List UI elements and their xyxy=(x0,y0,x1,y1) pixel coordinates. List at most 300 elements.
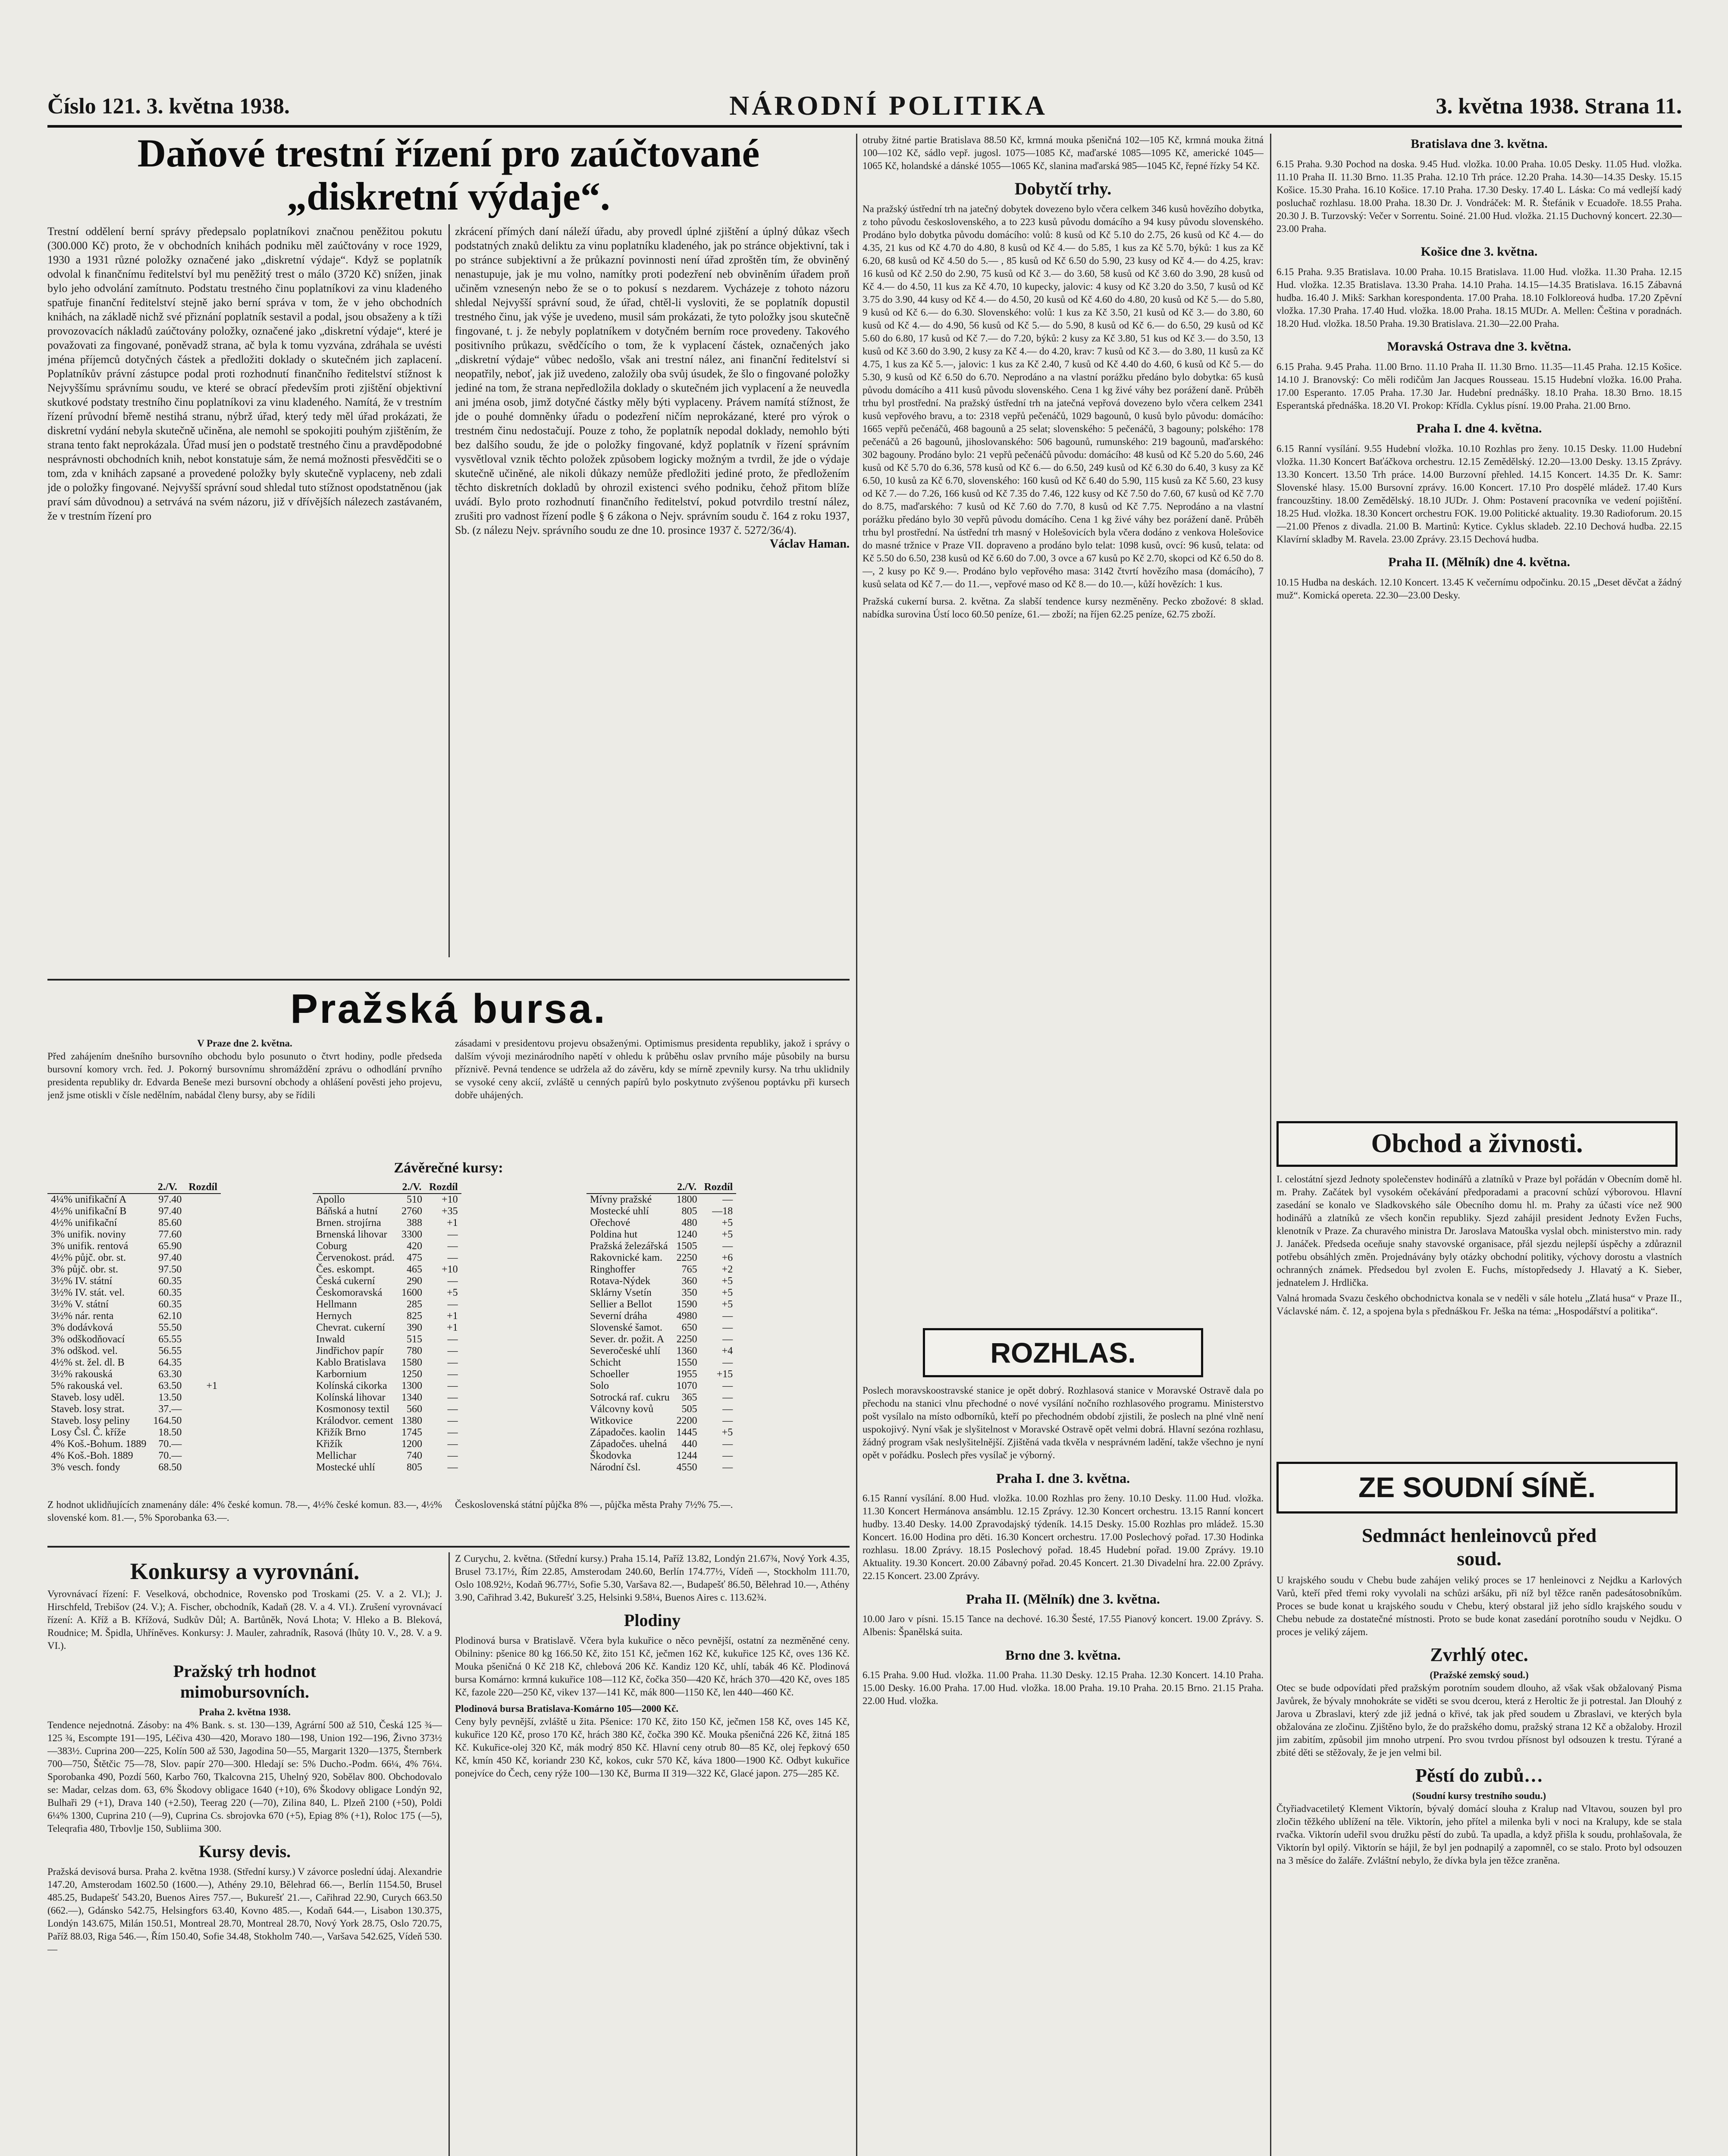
quote-diff: +15 xyxy=(716,1369,733,1380)
quote-name: Hernych xyxy=(316,1310,352,1322)
quote-row xyxy=(586,1241,736,1252)
quote-value: 68.50 xyxy=(158,1462,182,1473)
quote-name: Křižík Brno xyxy=(316,1427,366,1438)
quote-name: Česká cukerní xyxy=(316,1275,375,1287)
quote-name: Západočes. kaolin xyxy=(590,1427,665,1438)
quote-row xyxy=(47,1217,221,1229)
quote-name: 5% rakouská vel. xyxy=(51,1380,122,1391)
quote-diff: — xyxy=(447,1334,458,1345)
quote-value: 60.35 xyxy=(158,1287,182,1298)
quote-value: 4980 xyxy=(676,1310,697,1322)
quote-name: Coburg xyxy=(316,1241,347,1252)
otruby-text: otruby žitné partie Bratislava 88.50 Kč, krmná mouka pšeničná 102—105 Kč, krmná mouka žitná 100—102 Kč, sádlo vepř. jugosl. 1075—1085 Kč, maďarské 1085—1095 Kč, americké 1045—1065 Kč, holandské a dánské 1055—1065 Kč, slanina maďarská 985—1045 Kč, řepné řízky 54 Kč. xyxy=(862,135,1264,171)
quote-row xyxy=(47,1334,221,1345)
quote-row xyxy=(586,1206,736,1217)
quote-value: 1380 xyxy=(401,1415,422,1426)
rozhlas-prague-heading: Praha I. dne 3. května. xyxy=(996,1470,1130,1486)
col-header-diff: Rozdíl xyxy=(701,1181,737,1194)
quote-row xyxy=(47,1287,221,1299)
quote-row xyxy=(47,1194,221,1206)
kosice-heading: Košice dne 3. května. xyxy=(1421,244,1538,259)
quote-row xyxy=(313,1380,461,1392)
quote-name: Losy Čsl. Č. kříže xyxy=(51,1427,126,1438)
soud-sub2-title: Zvrhlý otec. xyxy=(1430,1644,1528,1665)
quote-value: 1800 xyxy=(676,1194,697,1205)
quote-name: Ringhoffer xyxy=(590,1264,635,1275)
tax-article-col2: zkrácení přímých daní náleží úřadu, aby provedl úplné zjištění a úplný důkaz všech podstatných znaků deliktu za vinu poplatníku kladeného, jak po stránce objektivní, tak i po stránce subjektivní a že průkazní povinnosti není úřad zproštěn tím, že obviněný nenastupuje, jak je mu volno, namítky proti podezření neb obviněním úřadem proň učiněm vznesenýn nebo že se o to pokusí s nezdarem. Vycházeje z tohoto názoru shledal Nejvyšší správní soud, že úřad, chtěl-li vysloviti, že se poplatník dopustil trestného činu, jak výše je uvedeno, musil sám prokázati, že tyto položky jsou skutečně fingované, t. j. že nebyly poplatníkem v dotyčném berním roce provedeny. Takového positivního průkazu, svědčícího o tom, že k vyplacení částek, označených jako „diskretní výdaje“ vůbec nedošlo, však ani trestní nález, ani finanční ředitelství si neopatřily, neboť, jak již uvedeno, založily oba svůj úsudek, že šlo o fingované položky jediné na tom, že strana nepředložila doklady o skutečném jich vyplacení a že neuvedla ani jména osob, jimž dotyčné částky měly býti vyplaceny. Právem namítá stížnost, že jde o pouhé domněnky úřadu o podezření ničím neprokázané, které pro výrok o trestném činu nedostačují. Pouze z toho, že poplatník nepodal doklady, nemohlo býti bez dalšího soudu, že jde o položky fingované, když poplatník v řízení správním vysvětloval vznik těchto položek způsobem logicky možným a tvrdil, že jde o výdaje skutečně učiněné, ale nikoli důkazy nemůže předložiti jediné proto, že předložením těchto diskretních dokladů by ohrozil existenci svého podniku, čehož přitom blíže uvádí. Bylo proto rozhodnutí finančního ředitelství, pokud potvrdilo trestní nález, zrušiti pro vadnost řízení podle § 6 zákona o Nejv. správním soudu č. 164 z roku 1937, Sb. (z nálezu Nejv. správního soudu ze dne 10. prosince 1937 č. 5272/36/4). xyxy=(455,225,850,536)
quote-row xyxy=(313,1217,461,1229)
quote-value: 1360 xyxy=(676,1345,697,1357)
bursa-note-left: Z hodnot uklidňujících znamenány dále: 4% české komun. 78.—, 4½% české komun. 83.—, 4½% slovenské kom. 81.—, 5% Sporobanka 63.—. xyxy=(47,1499,442,1523)
soud-sub2-text: Otec se bude odpovídati před pražským porotním soudem dlouho, až však však obžalovaný Pisma Javůrek, že bývaly mnohokráte se viděti se svou dcerou, která z Heroltic že ji potrestal. Jan Dlouhý z Jarova u Zbraslavi, který zde již jedná o křivé, tak jak před soudem u Zbraslavi, ve kterých byla obžalována ze zločinu. Zjištěno bylo, že do pražského domu, pražský strana 12 Kč a obžaloby. Hrozil jim zabitím, způsobil jim mnoho utrpení. Pro svou tvrdou přísnost byl odsouzen k trestu. Týrané a zbité děti se stěžovaly, že je jen velmi bil. xyxy=(1276,1683,1682,1758)
quote-diff: — xyxy=(447,1427,458,1438)
quote-name: Schicht xyxy=(590,1357,621,1368)
quote-row xyxy=(313,1427,461,1438)
soud-sub2-dateline: (Pražské zemský soud.) xyxy=(1430,1670,1529,1680)
quote-diff: — xyxy=(722,1392,733,1403)
quote-row xyxy=(586,1369,736,1380)
rozhlas-prague-text: 6.15 Ranní vysílání. 8.00 Hud. vložka. 10.00 Rozhlas pro ženy. 10.10 Desky. 11.00 Hud. vložka. 11.30 Koncert Hermánova ansámblu. 12.15 Zprávy. 12.30 Koncert orchestru. 13.15 Ranní koncert hudby. 13.40 Desky. 14.00 Zpravodajský týdeník. 14.15 Desky. 15.00 Rozhlas pro mládež. 15.30 Koncert. 16.00 Hodina pro děti. 16.30 Koncert orchestru. 17.00 Poslechový pořad. 17.30 Hodinka rozhlasu. 18.00 Zprávy. 18.15 Poslechový pořad. 18.45 Hudební pořad. 19.00 Zprávy. 19.10 Aktuality. 19.30 Koncert. 20.00 Zábavný pořad. 20.45 Koncert. 21.30 Divadelní hra. 22.00 Zprávy. 22.15 Koncert. 23.00 Zprávy. xyxy=(862,1493,1264,1581)
quote-row xyxy=(313,1438,461,1450)
soud-sub3-title: Pěstí do zubů… xyxy=(1415,1765,1543,1786)
rozhlas-melnik-heading: Praha II. (Mělník) dne 3. května. xyxy=(966,1591,1160,1607)
quote-name: Karbornium xyxy=(316,1369,367,1380)
quote-diff: — xyxy=(722,1438,733,1450)
quote-value: 70.— xyxy=(158,1438,182,1450)
quote-row xyxy=(47,1310,221,1322)
curych-column xyxy=(455,1552,850,2156)
col-header-date: 2./V. xyxy=(398,1181,426,1194)
quote-value: 1070 xyxy=(676,1380,697,1391)
quote-name: Ořechové xyxy=(590,1217,630,1228)
quote-name: Báňská a hutní xyxy=(316,1206,378,1217)
quote-diff: — xyxy=(722,1380,733,1391)
mimobursovni-text: Tendence nejednotná. Zásoby: na 4% Bank. s. st. 130—139, Agrární 500 až 510, Česká 125 ¾—125 ¾, Escompte 191—195, Léčiva 430—420, Moravo 180—198, Union 192—196, Živno 373½—383½. Cuprina 200—225, Kolín 500 až 530, Jagodina 50—55, Margarit 1320—1375, Šternberk 700—750, Štětčic 75—78, Slov. papír 270—300. Hledají se: 5% Ducho.-Podm. 66¼, 4% 76¼. Sporobanka 490, Pozdí 560, Karbo 760, Tkalcovna 215, Uhelný 920, Sobělav 800. Obchodovalo se: Madar, celzas dom. 63, 6% Škodovy obligace 1640 (+10), 6% Škodovy obligace Londýn 92, Bulhaři 29 (+1), Drava 140 (+2.50), Teerag 220 (—70), Zilina 840, L. Plzeň 2100 (+50), Poldi 6¼% 1300, Cuprina 210 (—9), Cuprina Cs. sbrojovka 670 (+5), Epiag 8% (+1), Roloc 175 (—5), Teleqrafia 480, Trbovlje 150, Subliima 300. xyxy=(47,1720,442,1834)
soud-sub1-text: U krajského soudu v Chebu bude zahájen veliký proces se 17 henleinovci z Nejdku a Karlových Varů, kteří před třemi roky vyvolali na schůzi aršáku, při níž byl těžce raněn padesátosobníkům. Proces se bude konat u krajského soudu v Chebu, který obstaral již jeho sídlo krajského soudu v Chebu nebude za dostatečné místnosti. Proto se bude konat zasedání porotního soudu v Nejdku. O proces je veliký zájem. xyxy=(1276,1575,1682,1637)
tax-article-byline: Václav Haman. xyxy=(769,537,850,551)
quote-row xyxy=(313,1194,461,1206)
quote-diff: — xyxy=(447,1252,458,1263)
quote-row xyxy=(586,1194,736,1206)
col-header-date: 2./V. xyxy=(150,1181,185,1194)
quote-row xyxy=(586,1287,736,1299)
quote-diff: +4 xyxy=(721,1345,733,1357)
quote-value: 97.40 xyxy=(158,1194,182,1205)
quote-name: Poldina hut xyxy=(590,1229,638,1240)
quote-diff: — xyxy=(447,1241,458,1252)
quote-name: 4¼% unifikační A xyxy=(51,1194,127,1205)
quote-row xyxy=(47,1369,221,1380)
quote-value: 97.40 xyxy=(158,1206,182,1217)
quote-diff: — xyxy=(722,1322,733,1333)
quote-name: Škodovka xyxy=(590,1450,631,1461)
page-header xyxy=(47,86,1682,128)
quote-name: Kablo Bratislava xyxy=(316,1357,386,1368)
quote-value: 2200 xyxy=(676,1415,697,1426)
quote-value: 65.55 xyxy=(158,1334,182,1345)
quote-value: 164.50 xyxy=(153,1415,182,1426)
prague4-text: 6.15 Ranní vysílání. 9.55 Hudební vložka. 10.10 Rozhlas pro ženy. 10.15 Desky. 11.00 Hudební vložka. 11.30 Koncert Baťáčkova orchestru. 12.15 Zemědělský. 12.20—13.00 Desky. 13.15 Zprávy. 13.30 Koncert. 13.50 Trh práce. 14.00 Burzovní přehled. 14.15 Koncert. 14.35 Dr. K. Samr: Slovenské hlasy. 15.00 Bursovní zprávy. 16.00 Koncert. 17.10 Pro dospělé mládež. 17.40 Kurs francouzštiny. 18.00 Zemědělský. 18.10 JUDr. J. Ohm: Postavení pracovníka ve vedení pojištění. 18.25 Hud. vložka. 18.30 Koncert orchestru FOK. 19.00 Politické aktuality. 19.30 Radioforum. 20.15—21.00 Přenos z divadla. 21.00 B. Martinů: Kytice. Cyklus skladeb. 22.10 Dechová hudba. 22.15 Klavírní skladby M. Ravela. 23.00 Zprávy. 23.15 Dechová hudba. xyxy=(1276,443,1682,545)
quote-name: Staveb. losy uděl. xyxy=(51,1392,125,1403)
quote-row xyxy=(47,1229,221,1241)
quote-value: 13.50 xyxy=(158,1392,182,1403)
quote-name: Kolínská cikorka xyxy=(316,1380,387,1391)
quote-value: 3300 xyxy=(401,1229,422,1240)
stocks2-table xyxy=(586,1181,736,1473)
quote-diff xyxy=(185,1241,221,1252)
dobytek-title: Dobytčí trhy. xyxy=(1014,179,1112,198)
quote-name: Brnenská lihovar xyxy=(316,1229,387,1240)
quote-name: Mellichar xyxy=(316,1450,357,1461)
quote-name: Severní dráha xyxy=(590,1310,647,1322)
quote-value: 60.35 xyxy=(158,1275,182,1287)
quote-diff: +5 xyxy=(721,1299,733,1310)
quote-row xyxy=(313,1334,461,1345)
bonds-table xyxy=(47,1181,221,1473)
bratislava-heading: Bratislava dne 3. května. xyxy=(1411,137,1548,151)
quote-value: 420 xyxy=(406,1241,422,1252)
mimobursovni-title-line1: Pražský trh hodnot xyxy=(173,1661,317,1681)
quote-row xyxy=(47,1427,221,1438)
quote-row xyxy=(586,1217,736,1229)
stocks1-table xyxy=(313,1181,461,1473)
quote-diff xyxy=(185,1229,221,1241)
quote-name: Staveb. losy peliny xyxy=(51,1415,130,1426)
col-header-date: 2./V. xyxy=(673,1181,701,1194)
quote-name: 3½% IV. státní xyxy=(51,1275,113,1287)
quote-diff xyxy=(185,1438,221,1450)
quote-row xyxy=(586,1438,736,1450)
soud-sub1-line2: soud. xyxy=(1457,1548,1502,1570)
obchod-title: Obchod a živnosti. xyxy=(1276,1121,1678,1167)
quote-diff: — xyxy=(447,1229,458,1240)
quote-row xyxy=(47,1462,221,1473)
quote-diff: +10 xyxy=(442,1194,458,1205)
quote-row xyxy=(47,1357,221,1369)
quote-name: Sotrocká raf. cukru xyxy=(590,1392,670,1403)
quote-name: Červenokost. prád. xyxy=(316,1252,395,1263)
quote-diff: — xyxy=(722,1334,733,1345)
quote-row xyxy=(47,1275,221,1287)
quote-name: Mostecké uhlí xyxy=(316,1462,375,1473)
quote-row xyxy=(47,1299,221,1310)
quote-name: Křižík xyxy=(316,1438,343,1450)
section-rule xyxy=(47,979,850,981)
quote-diff: — xyxy=(447,1392,458,1403)
quote-name: Sellier a Bellot xyxy=(590,1299,652,1310)
page-date: 3. května 1938. Strana 11. xyxy=(1436,94,1682,119)
bursa-text-right: zásadami v presidentovu projevu obsaženými. Optimismus presidenta republiky, jakož i správy o dalším vývoji mezinárodního napětí v ohledu k průběhu oslav prvního máje působily na bursu příznivě. Pevná tendence se udržela až do závěru, kdy se mírně zpevnily kursy. Na trhu uklidnily se vysoké ceny akcií, zvláště u cenných papírů bylo poskytnuto zvýšenou poptávku při kursech dobře uhájených. xyxy=(455,1038,850,1100)
quote-row xyxy=(586,1392,736,1404)
quote-diff xyxy=(185,1345,221,1357)
quote-row xyxy=(313,1206,461,1217)
rozhlas-intro: Poslech moravskoostravské stanice je opět dobrý. Rozhlasová stanice v Moravské Ostravě dala po přechodu na stanici vlnu přechodné o nové vysílání nočního rozhlasového programu. Ministerstvo pošt vysílalo na místo odborníků, kteří po přechodném období zjistili, že poslech na plné vlně není uspokojivý. Nyní však je slyšitelnost v Moravské Ostravě opět velmi dobrá. Hlavní sezóna rozhlasu, žádný program však neslyšitelnější. Zjištěná vada tkvěla v nesprávném ladění, takže všechno je nyní opět v pořádku. Poslech přes vysílač je výborný. xyxy=(862,1385,1264,1460)
quote-diff: +2 xyxy=(721,1264,733,1275)
quote-diff: — xyxy=(722,1241,733,1252)
mimobursovni-dateline: Praha 2. května 1938. xyxy=(199,1707,291,1717)
quote-value: 560 xyxy=(406,1404,422,1415)
quote-value: 1745 xyxy=(401,1427,422,1438)
quote-diff: +6 xyxy=(721,1252,733,1263)
quote-diff: — xyxy=(722,1415,733,1426)
devisy-heading: Kursy devis. xyxy=(198,1842,291,1861)
quote-row xyxy=(313,1357,461,1369)
quote-name: Solo xyxy=(590,1380,609,1391)
quote-name: Schoeller xyxy=(590,1369,629,1380)
quote-value: 63.50 xyxy=(158,1380,182,1391)
quote-row xyxy=(47,1206,221,1217)
quote-diff xyxy=(185,1217,221,1229)
quote-diff: — xyxy=(447,1357,458,1368)
radio-right-column xyxy=(1276,134,1682,1117)
tax-article-col1: Trestní oddělení berní správy předepsalo poplatníkovi značnou peněžitou pokutu (300.000 Kč) proto, že v obchodních knihách podniku měl zaúčtovány v roce 1929, 1930 a 1931 různé položky označené jako „diskretní výdaje“. Když se poplatník odvolal k finančnímu ředitelství byl mu peněžitý trest o málo (3720 Kč) snížen, jinak bylo jeho odvolání zamítnuto. Podstatu trestného činu poplatníkovi za vinu kladeného spatřuje finanční ředitelství stejně jako berní správa v tom, že v jeho obchodních knihách, na základě nichž své přiznání poplatník sestavil a podal, jsou obsaženy a k tíži provozovacích nákladů zaúčtovány položky, označené jako „diskretní výdaje“, které je považovati za fingované, poněvadž strana, ač byla k tomu vyzvána, zdráhala se uvésti jména příjemců dotyčných částek a předložiti doklady o skutečném jich zaplacení. Poplatníkův právní zástupce podal proti rozhodnutí finančního ředitelství stížnost k Nejvyššímu správnímu soudu, ve které se obrací především proti zjištění objektivní skutkové podstaty trestního činu poplatníkovi za vinu kladeného. Namítá, že v trestním řízení průvodní břemě nestihá stranu, nýbrž úřad, který tedy měl úřad prokázati, že diskretní vydání nebyla skutečně učiněna, ale nemohl se spokojiti pouhým zjištěním, že strana tento fakt neprokázala. Úřad musí jen o podstatě trestného činu a pravděpodobné nesprávnosti obchodních knih, nebot konstatuje sám, že nemá možnosti přesvědčiti se o tom, zda v knihách zapsané a provedené položky byly skutečně vyplaceny, neb zdali jde o položky fingované. Nejvyšší správní soud shledal tuto stížnost opodstatněnou (jak praví sám důvodnou) a setrvává na svém názoru, již v dřívějších nálezech zastávaném, že v trestním řízení pro xyxy=(47,225,442,522)
quote-name: Severočeské uhlí xyxy=(590,1345,661,1357)
quote-value: 350 xyxy=(681,1287,697,1298)
kosice-text: 6.15 Praha. 9.35 Bratislava. 10.00 Praha. 10.15 Bratislava. 11.00 Hud. vložka. 11.30 Praha. 12.15 Hud. vložka. 12.35 Bratislava. 13.30 Praha. 14.10 Praha. 14.15—14.35 Bratislava. 16.15 Zábavná hudba. 16.40 J. Mikš: Sarkhan korespondenta. 17.00 Praha. 18.10 Folkloreová hudba. 17.20 Zpěvní vložka. 17.30 Praha. 17.40 Hud. vložka. 18.00 Praha. 18.15 MUDr. A. Mellen: Čeština v poradnách. 18.20 Hud. vložka. 18.50 Praha. 19.30 Bratislava. 21.30—22.00 Praha. xyxy=(1276,266,1682,329)
quote-diff: +5 xyxy=(721,1427,733,1438)
quote-value: 465 xyxy=(406,1264,422,1275)
quote-name: 4½% unifikační xyxy=(51,1217,117,1228)
quote-diff xyxy=(185,1206,221,1217)
quote-value: 1955 xyxy=(676,1369,697,1380)
quote-row xyxy=(313,1310,461,1322)
quote-value: 1200 xyxy=(401,1438,422,1450)
prague4-heading: Praha I. dne 4. května. xyxy=(1416,421,1542,436)
quote-row xyxy=(586,1275,736,1287)
mimobursovni-title xyxy=(47,1661,442,1702)
quote-name: 3½% IV. stát. vel. xyxy=(51,1287,125,1298)
quote-diff: — xyxy=(447,1380,458,1391)
quote-name: 3% odškod. vel. xyxy=(51,1345,118,1357)
quote-diff: — xyxy=(447,1369,458,1380)
quote-value: 1580 xyxy=(401,1357,422,1368)
issue-number: Číslo 121. 3. května 1938. xyxy=(47,94,290,119)
quote-value: 765 xyxy=(681,1264,697,1275)
quote-row xyxy=(47,1392,221,1404)
quote-name: 3½% V. státní xyxy=(51,1299,109,1310)
quote-row xyxy=(313,1241,461,1252)
soud-column xyxy=(1276,1518,1682,2156)
quote-name: 3% vesch. fondy xyxy=(51,1462,120,1473)
quote-value: 1300 xyxy=(401,1380,422,1391)
quote-name: Apollo xyxy=(316,1194,345,1205)
obchod-text2: Valná hromada Svazu českého obchodnictva konala se v neděli v sále hotelu „Zlatá husa“ v Praze II., Václavské nám. č. 12, a spojena byla s přednáškou Fr. Ješka na téma: „Hospodářství a politika“. xyxy=(1276,1293,1682,1316)
quote-diff: — xyxy=(447,1462,458,1473)
quote-diff: +5 xyxy=(721,1287,733,1298)
quote-name: 3% odškodňovací xyxy=(51,1334,125,1345)
quote-value: 63.30 xyxy=(158,1369,182,1380)
quote-row xyxy=(313,1404,461,1415)
komarno-heading: Plodinová bursa Bratislava-Komárno 105—2000 Kč. xyxy=(455,1703,679,1714)
quote-row xyxy=(313,1369,461,1380)
quote-name: Mívny pražské xyxy=(590,1194,652,1205)
stocks1-table-wrap xyxy=(313,1181,580,1492)
quote-diff xyxy=(185,1427,221,1438)
column-divider xyxy=(448,1552,450,2156)
quote-name: 3% unifik. rentová xyxy=(51,1241,129,1252)
quote-value: 1600 xyxy=(401,1287,422,1298)
column-divider xyxy=(1270,134,1271,2156)
quote-diff: — xyxy=(722,1404,733,1415)
quote-value: 650 xyxy=(681,1322,697,1333)
quote-diff: — xyxy=(447,1415,458,1426)
quote-diff xyxy=(185,1310,221,1322)
quote-diff: —18 xyxy=(712,1206,733,1217)
quote-value: 290 xyxy=(406,1275,422,1287)
quote-value: 365 xyxy=(681,1392,697,1403)
quote-diff xyxy=(185,1357,221,1369)
quote-row xyxy=(586,1415,736,1427)
quote-diff: +1 xyxy=(206,1380,218,1391)
quote-diff: +1 xyxy=(447,1322,458,1333)
quote-name: Pražská železářská xyxy=(590,1241,668,1252)
prague2-heading: Praha II. (Mělník) dne 4. května. xyxy=(1388,555,1570,569)
quote-name: Rotava-Nýdek xyxy=(590,1275,650,1287)
quote-value: 390 xyxy=(406,1322,422,1333)
quote-name: Čes. eskompt. xyxy=(316,1264,375,1275)
quote-value: 1445 xyxy=(676,1427,697,1438)
quote-value: 65.90 xyxy=(158,1241,182,1252)
bursa-note-right: Československá státní půjčka 8% —, půjčka města Prahy 7½% 75.—. xyxy=(455,1499,733,1510)
quote-row xyxy=(47,1438,221,1450)
bursa-text-left-wrap xyxy=(47,1037,442,1166)
quote-row xyxy=(586,1322,736,1334)
rozhlas-melnik-text: 10.00 Jaro v písni. 15.15 Tance na dechové. 16.30 Šesté, 17.55 Pianový koncert. 19.00 Zprávy. S. Albenis: Španělská suita. xyxy=(862,1614,1264,1637)
devisy-text: Pražská devisová bursa. Praha 2. května 1938. (Střední kursy.) V závorce poslední údaj. Alexandrie 147.20, Amsterodam 1602.50 (1600.—), Athény 29.10, Bělehrad 66.—, Berlín 1154.50, Brusel 485.25, Budapešť 543.20, Buenos Aires 757.—, Bukurešť 21.—, Cařihrad 22.90, Curych 663.50 (662.—), Gdánsko 542.75, Helsingfors 63.40, Kovno 485.—, Kodaň 644.—, Lisabon 130.375, Londýn 143.675, Milán 150.51, Montreal 28.70, Montreal 28.70, Nový York 28.75, Oslo 720.75, Paříž 88.03, Riga 546.—, Řím 150.40, Sofie 34.48, Stokholm 740.—, Varšava 542.625, Vídeň 530.— xyxy=(47,1866,442,1955)
quote-value: 510 xyxy=(406,1194,422,1205)
market-column xyxy=(862,134,1264,1319)
quote-value: 55.50 xyxy=(158,1322,182,1333)
plodiny-heading: Plodiny xyxy=(624,1611,681,1630)
quote-name: Staveb. losy strat. xyxy=(51,1404,125,1415)
quote-row xyxy=(586,1264,736,1275)
quote-row xyxy=(586,1427,736,1438)
soud-sub3-dateline: (Soudní kursy trestního soudu.) xyxy=(1412,1790,1546,1801)
quote-value: 2760 xyxy=(401,1206,422,1217)
quote-name: Válcovny kovů xyxy=(590,1404,654,1415)
quote-diff: +5 xyxy=(721,1217,733,1228)
quote-diff: +5 xyxy=(447,1287,458,1298)
quote-row xyxy=(313,1264,461,1275)
quote-row xyxy=(313,1462,461,1473)
quote-row xyxy=(586,1229,736,1241)
quote-name: 4% Koš.-Bohum. 1889 xyxy=(51,1438,147,1450)
quote-row xyxy=(313,1345,461,1357)
quote-row xyxy=(586,1299,736,1310)
quote-diff xyxy=(185,1415,221,1427)
quote-name: Slovenské šamot. xyxy=(590,1322,662,1333)
quote-name: Witkovice xyxy=(590,1415,633,1426)
quote-diff xyxy=(185,1462,221,1473)
masthead: NÁRODNÍ POLITIKA xyxy=(729,90,1047,121)
quote-row xyxy=(586,1252,736,1264)
quote-value: 18.50 xyxy=(158,1427,182,1438)
quote-value: 505 xyxy=(681,1404,697,1415)
konkursy-title: Konkursy a vyrovnání. xyxy=(130,1558,360,1584)
quote-value: 515 xyxy=(406,1334,422,1345)
quote-diff: +1 xyxy=(447,1310,458,1322)
quote-name: 3% dodávková xyxy=(51,1322,113,1333)
tax-article-col2-wrap xyxy=(455,224,850,975)
quote-diff: — xyxy=(447,1450,458,1461)
quote-row xyxy=(313,1229,461,1241)
tax-title-line2: „diskretní výdaje“. xyxy=(287,174,610,218)
tax-article-title xyxy=(47,132,850,218)
quote-diff xyxy=(185,1450,221,1462)
quote-name: 4½% st. žel. dl. B xyxy=(51,1357,125,1368)
quote-name: Sever. dr. požit. A xyxy=(590,1334,664,1345)
quote-value: 825 xyxy=(406,1310,422,1322)
quote-row xyxy=(47,1264,221,1275)
quote-diff: — xyxy=(722,1462,733,1473)
quote-diff: — xyxy=(722,1450,733,1461)
quote-value: 77.60 xyxy=(158,1229,182,1240)
quote-row xyxy=(586,1345,736,1357)
quote-name: Západočes. uhelná xyxy=(590,1438,667,1450)
quote-value: 805 xyxy=(681,1206,697,1217)
quote-name: Kosmonosy textil xyxy=(316,1404,390,1415)
quote-value: 2250 xyxy=(676,1334,697,1345)
bratislava-text: 6.15 Praha. 9.30 Pochod na doska. 9.45 Hud. vložka. 10.00 Praha. 10.05 Desky. 11.05 Hud. vložka. 11.10 Praha II. 11.30 Brno. 11.35 Praha. 12.10 Trh práce. 12.20 Praha. 14.30—14.35 Desky. 15.15 Košice. 15.30 Praha. 16.10 Košice. 17.10 Praha. 17.30 Desky. 17.40 L. Láska: Co má vedlejší kadý posluchač rozhlasu. 18.00 Praha. 18.30 Dr. J. Vondráček: M. R. Štefánik v Ecuadoře. 18.55 Praha. 20.30 J. B. Turzovský: Večer v Sorrentu. Soiné. 21.00 Hud. vložka. 21.15 Duchovný koncert. 22.30—23.00 Praha. xyxy=(1276,159,1682,234)
rozhlas-brno-text: 6.15 Praha. 9.00 Hud. vložka. 11.00 Praha. 11.30 Desky. 12.15 Praha. 12.30 Koncert. 14.10 Praha. 15.00 Desky. 16.00 Praha. 17.00 Hud. vložka. 18.00 Praha. 19.10 Praha. 20.15 Brno. 21.15 Praha. 22.00 Hud. vložka. xyxy=(862,1670,1264,1706)
column-divider xyxy=(856,134,857,2156)
quote-row xyxy=(586,1404,736,1415)
quote-row xyxy=(313,1322,461,1334)
quote-row xyxy=(313,1252,461,1264)
quote-row xyxy=(586,1462,736,1473)
quote-diff: +10 xyxy=(442,1264,458,1275)
quote-value: 56.55 xyxy=(158,1345,182,1357)
quote-value: 740 xyxy=(406,1450,422,1461)
konkursy-column xyxy=(47,1552,442,2156)
column-divider xyxy=(448,224,450,957)
quote-name: Králodvor. cement xyxy=(316,1415,393,1426)
quote-row xyxy=(47,1345,221,1357)
quote-name: Inwald xyxy=(316,1334,345,1345)
quote-value: 1340 xyxy=(401,1392,422,1403)
closing-quotes-heading: Závěrečné kursy: xyxy=(394,1160,503,1176)
bursa-dateline: V Praze dne 2. května. xyxy=(197,1038,292,1049)
quote-row xyxy=(47,1404,221,1415)
quote-name: Národní čsl. xyxy=(590,1462,641,1473)
quote-diff xyxy=(185,1404,221,1415)
quote-value: 1505 xyxy=(676,1241,697,1252)
quote-diff xyxy=(185,1264,221,1275)
quote-diff xyxy=(185,1322,221,1334)
quote-diff: — xyxy=(447,1438,458,1450)
quote-value: 360 xyxy=(681,1275,697,1287)
rozhlas-column xyxy=(862,1384,1264,2156)
quote-value: 388 xyxy=(406,1217,422,1228)
quote-name: 4½% unifikační B xyxy=(51,1206,127,1217)
stocks2-table-wrap xyxy=(586,1181,850,1492)
quote-value: 2250 xyxy=(676,1252,697,1263)
quote-value: 440 xyxy=(681,1438,697,1450)
quote-value: 1244 xyxy=(676,1450,697,1461)
quote-diff: +5 xyxy=(721,1275,733,1287)
quote-name: Chevrat. cukerní xyxy=(316,1322,385,1333)
quote-name: 4% Koš.-Boh. 1889 xyxy=(51,1450,133,1461)
dobytek-text: Na pražský ústřední trh na jatečný dobytek dovezeno bylo včera celkem 346 kusů hovězího dobytka, z toho původu československého, a to 223 kusů původu domácího a 94 kusy původu slovenského. Prodáno bylo dobytka původu domácího: volů: 8 kusů od Kč 5.10 do 2.75, 26 kusů od Kč 4.— do 4.35, 21 kus od Kč 4.70 do 4.80, 8 kusů od Kč 4.— do 5.85, 1 kus za Kč 5.70, býků: 1 kus za Kč 6.20, 68 kusů od Kč 4.50 do 5.— , 85 kusů od Kč 6.50 do 5.90, 23 kusy od Kč 4.— do 4.25, krav: 16 kusů od Kč 2.50 do 2.90, 75 kusů od Kč 3.— do 3.60, 58 kusů od Kč 3.60 do 3.90, 28 kusů od Kč 4.— do 4.50, 11 kus za Kč 4.70, 10 kupecky, jalovic: 4 kusy od Kč 3.20 do 3.50, 7 kusů od Kč 3.75 do 3.90, 44 kusy od Kč 4.— do 4.50, 20 kusů od Kč 4.60 do 4.80, 20 kusů od Kč 5.— do 5.80, 9 kusů od Kč 6.— do 6.30. Slovenského: volů: 1 kus za Kč 3.50, 21 kusů od Kč 3.— do 3.80, 60 kusů od Kč 4.— do 4.90, 56 kusů od Kč 5.— do 5.90, 8 kusů od Kč 6.— do 6.50, 29 kusů od Kč 5.60 do 6.80, 17 kusů od Kč 7.— do 7.20, býků: 2 kusy za Kč 3.80, 51 kus od Kč 3.— do 3.50, 13 kusů od Kč 3.60 do 3.90, 2 kusy za Kč 4.— do 4.20, krav: 7 kusů od Kč 3.— do 3.80, 11 kusů za Kč 4.75, 1 kus za Kč 5.—, jalovic: 1 kus za Kč 2.40, 7 kusů od Kč 4.40 do 4.60, 6 kusů od Kč 5.— do 5.30, 9 kusů od Kč 6.50 do 6.70. Neprodáno a na vlastní porážku předáno bylo dobytka: 65 kusů původu domácího a 411 kusů původu slovenského. Cena 1 kg živé váhy bez porážení daně. Průběh trhu byl prostřední. Na pražský ústřední trh na jatečná vepřová dovezeno bylo včera celkem 2341 kusů vepřového bravu, a to: 2318 vepřů pečenáčů, 1029 bagounů, 0 kusů bylo původu: domácího: 1665 vepřů pečenáčů, 468 bagounů a 25 selat; slovenského: 5 pečenáčů, 3 bagouny; polského: 178 pečenáčů a 26 bagounů, jihoslovanského: 506 bagounů, rumunského: 219 bagounů, maďarského: 302 bagouny. Prodáno bylo: 21 vepřů pečenáčů původu: domácího: 48 kusů od Kč 5.20 do 5.60, 246 kusů od Kč 5.70 do 6.36, 578 kusů od Kč 6.— do 6.50, 249 kusů od Kč 6.30 do 6.40, 3 kusy za Kč 6.50, 10 kusů za Kč 6.70, slovenského: 160 kusů od Kč 6.40 do 5.90, 115 kusů za Kč 5.60, 23 kusy od Kč 7.— do 7.26, 166 kusů od Kč 7.35 do 7.46, 122 kusy od Kč 7.50 do 7.60, 67 kusů od Kč 7.70 do 8.75, maďarského: 7 kusů od Kč 7.60 do 7.70, 8 kusů od Kč 7.75. Neprodáno a na vlastní porážku předáno bylo 30 vepřů původu domácího. Cena 1 kg živé váhy bez porážení daně. Průběh trhu byl prostřední. Na ústřední trh masný v Holešovicích byla včera dodáno z venkova Holešovice do masné tržnice v Praze VII. dopraveno a prodáno bylo telat: 1098 kusů, ovcí: 96 kusů, telata: od Kč 5.50 do 6.50, 238 kusů od Kč 6.60 do 7.00, 3 ovce a 67 kusů po Kč 2.70, skopci od Kč 6.50 do 8.—, 2 kusy po Kč 9.—. Prodáno bylo vepřového masa: 3142 čtvrtí hovězího masa (domácího), 7 kusů selata od Kč 7.— do 11.—, vepřové maso od Kč 8.— do 10.—, kůží hovězích: 1 kus. xyxy=(862,204,1264,589)
quote-diff: — xyxy=(722,1194,733,1205)
quote-row xyxy=(47,1415,221,1427)
quote-diff xyxy=(185,1194,221,1206)
quote-row xyxy=(586,1357,736,1369)
section-rule xyxy=(47,1546,850,1548)
quote-value: 62.10 xyxy=(158,1310,182,1322)
quote-name: Sklárny Vsetín xyxy=(590,1287,652,1298)
quote-diff xyxy=(185,1369,221,1380)
